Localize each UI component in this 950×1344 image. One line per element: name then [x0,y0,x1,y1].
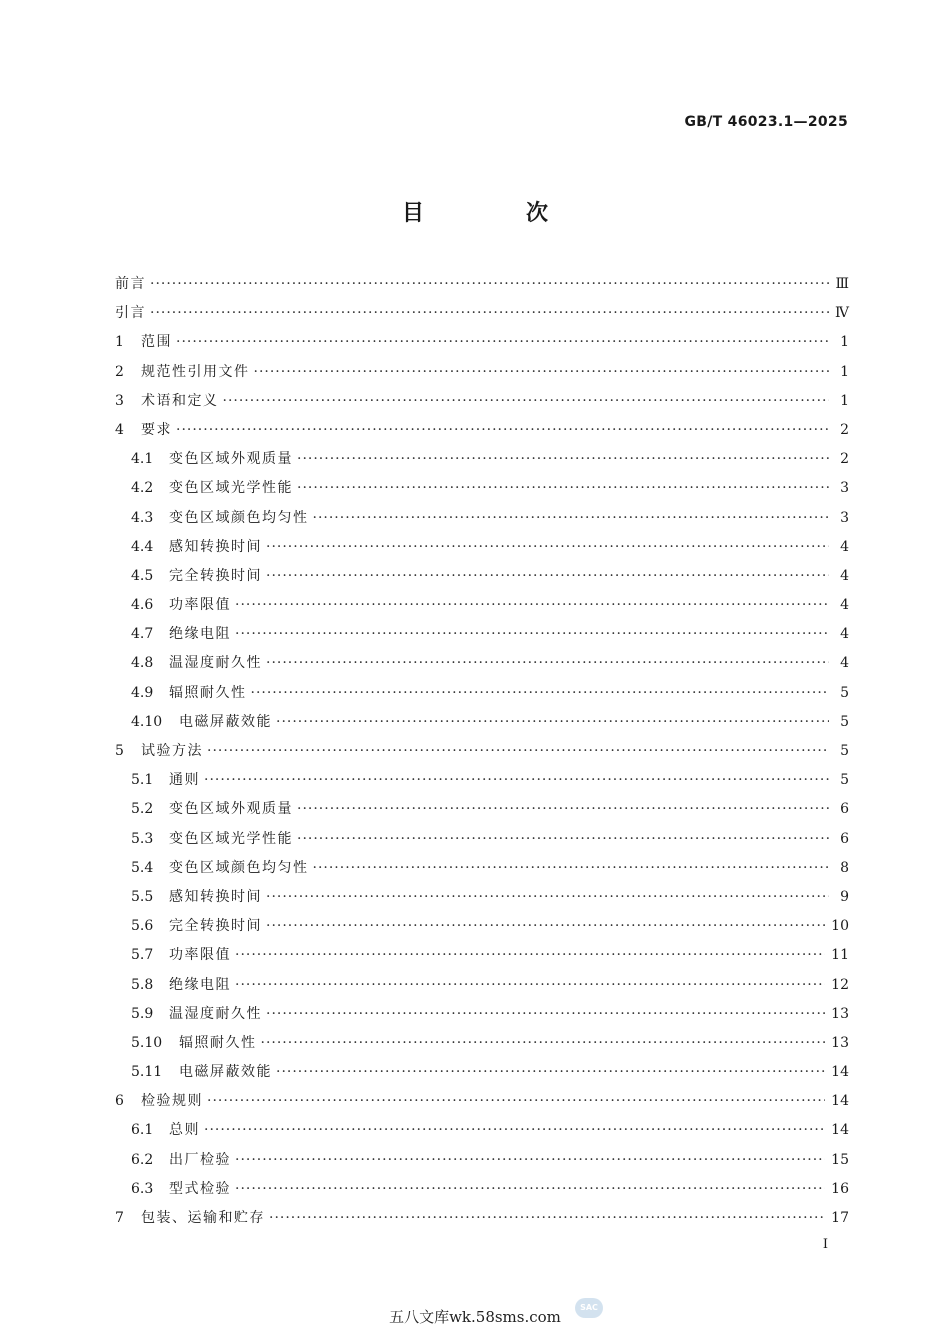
toc-entry-number: 6.2 [131,1151,154,1168]
toc-entry-label: 绝缘电阻 [169,976,231,993]
toc-entry-page: 1 [840,334,849,351]
toc-entry-page: 5 [840,713,849,730]
toc-entry-label: 温湿度耐久性 [169,1005,262,1022]
toc-leader-dots [235,1175,825,1204]
toc-entry[interactable] [115,416,849,445]
toc-entry-label: 型式检验 [169,1180,231,1197]
toc-entry-label: 功率限值 [169,947,231,964]
toc-entry[interactable] [115,504,849,533]
toc-entry[interactable] [115,533,849,562]
toc-entry[interactable] [115,971,849,1000]
toc-entry-label: 总则 [169,1122,200,1139]
toc-entry[interactable] [115,1175,849,1204]
toc-entry-label: 变色区域外观质量 [169,451,293,468]
toc-entry-label: 检验规则 [141,1093,203,1110]
toc-entry-number: 4 [115,421,124,438]
toc-entry-number: 5.8 [131,976,154,993]
toc-leader-dots [313,504,830,533]
toc-entry-number: 5.2 [131,801,154,818]
toc-entry-page: 13 [831,1034,849,1051]
toc-entry-label: 完全转换时间 [169,567,262,584]
toc-entry-number: 4.1 [131,451,154,468]
toc-entry[interactable] [115,270,849,299]
toc-entry-number: 6.3 [131,1180,154,1197]
toc-entry-page: 1 [840,392,849,409]
toc-entry-page: 15 [831,1151,849,1168]
toc-leader-dots [176,328,829,357]
toc-leader-dots [261,1029,826,1058]
toc-entry[interactable] [115,1204,849,1233]
toc-entry-page: 3 [840,480,849,497]
toc-entry-page: 2 [840,421,849,438]
toc-entry[interactable] [115,1116,849,1145]
toc-entry[interactable] [115,883,849,912]
toc-entry-label: 规范性引用文件 [141,363,250,380]
toc-entry-number: 3 [115,392,124,409]
toc-entry-page: Ⅳ [835,305,849,322]
toc-entry[interactable] [115,387,849,416]
toc-entry-label: 变色区域颜色均匀性 [169,859,309,876]
toc-leader-dots [266,649,829,678]
toc-leader-dots [276,708,829,737]
toc-entry[interactable] [115,854,849,883]
toc-leader-dots [266,533,829,562]
standard-code: GB/T 46023.1—2025 [684,114,848,130]
toc-leader-dots [150,299,829,328]
toc-entry[interactable] [115,795,849,824]
toc-entry-label: 辐照耐久性 [169,684,247,701]
footer-watermark: 五八文库wk.58sms.com [389,1308,561,1326]
toc-entry[interactable] [115,825,849,854]
toc-entry-label: 术语和定义 [141,392,219,409]
toc-entry-page: 13 [831,1005,849,1022]
toc-leader-dots [266,562,829,591]
toc-leader-dots [297,825,829,854]
toc-entry-page: 4 [840,655,849,672]
toc-entry[interactable] [115,941,849,970]
toc-entry-label: 感知转换时间 [169,538,262,555]
toc-leader-dots [251,679,830,708]
toc-entry-number: 7 [115,1210,124,1226]
toc-leader-dots [235,1146,825,1175]
toc-entry[interactable] [115,737,849,766]
toc-entry-page: 11 [831,947,849,964]
toc-leader-dots [276,1058,825,1087]
toc-entry[interactable] [115,649,849,678]
toc-entry-page: 17 [831,1210,849,1226]
toc-entry-label: 试验方法 [141,743,203,759]
toc-entry-number: 5.7 [131,947,154,964]
toc-entry-page: 1 [840,363,849,380]
toc-entry[interactable] [115,1146,849,1175]
toc-entry[interactable] [115,358,849,387]
toc-leader-dots [150,270,829,299]
toc-entry-label: 电磁屏蔽效能 [179,713,272,730]
toc-entry[interactable] [115,591,849,620]
toc-entry-number: 5.6 [131,918,154,935]
toc-leader-dots [235,591,829,620]
toc-entry-label: 包装、运输和贮存 [141,1210,265,1226]
toc-entry[interactable] [115,708,849,737]
toc-entry-label: 前言 [115,276,146,292]
toc-entry-label: 功率限值 [169,597,231,614]
toc-leader-dots [266,1000,825,1029]
toc-entry-page: 6 [840,801,849,818]
toc-entry-page: 5 [840,743,849,759]
toc-entry[interactable] [115,1087,849,1116]
toc-entry-number: 4.2 [131,480,154,497]
toc-entry-number: 4.6 [131,597,154,614]
toc-leader-dots [313,854,830,883]
toc-leader-dots [254,358,830,387]
toc-entry-page: 6 [840,830,849,847]
toc-leader-dots [297,795,829,824]
toc-entry-page: 9 [840,888,849,905]
toc-leader-dots [297,445,829,474]
toc-entry-page: 2 [840,451,849,468]
toc-entry-label: 完全转换时间 [169,918,262,935]
toc-entry-number: 4.8 [131,655,154,672]
toc-leader-dots [235,941,825,970]
toc-entry-page: 14 [831,1122,849,1139]
toc-entry-page: 10 [831,918,849,935]
toc-leader-dots [204,1116,825,1145]
toc-entry-page: 4 [840,626,849,643]
toc-leader-dots [266,883,829,912]
toc-entry-number: 5 [115,743,124,759]
page-title: 目 次 [401,201,588,226]
toc-leader-dots [207,737,829,766]
toc-entry-label: 变色区域光学性能 [169,830,293,847]
toc-entry-page: 16 [831,1180,849,1197]
toc-entry-label: 电磁屏蔽效能 [179,1064,272,1081]
toc-entry-label: 范围 [141,334,172,351]
toc-entry[interactable] [115,445,849,474]
toc-entry-label: 温湿度耐久性 [169,655,262,672]
page-number: I [822,1237,828,1252]
toc-entry-page: 8 [840,859,849,876]
toc-leader-dots [235,971,825,1000]
toc-entry-label: 变色区域颜色均匀性 [169,509,309,526]
toc-leader-dots [269,1204,825,1233]
toc-entry-number: 6 [115,1093,124,1110]
toc-entry-number: 4.7 [131,626,154,643]
toc-entry[interactable] [115,1058,849,1087]
toc-leader-dots [235,620,829,649]
toc-entry-page: 4 [840,597,849,614]
toc-leader-dots [223,387,830,416]
toc-entry[interactable] [115,620,849,649]
toc-entry-number: 5.1 [131,772,154,789]
toc-entry[interactable] [115,1029,849,1058]
toc-entry-label: 要求 [141,421,172,438]
toc-entry-label: 出厂检验 [169,1151,231,1168]
toc-entry-number: 5.10 [131,1034,163,1051]
toc-entry-number: 1 [115,334,124,351]
toc-entry-number: 4.3 [131,509,154,526]
toc-entry-label: 辐照耐久性 [179,1034,257,1051]
toc-entry-label: 变色区域外观质量 [169,801,293,818]
toc-entry-page: 14 [831,1093,849,1110]
toc-leader-dots [207,1087,825,1116]
toc-entry-page: 5 [840,684,849,701]
toc-entry-label: 通则 [169,772,200,789]
toc-entry-page: 12 [831,976,849,993]
toc-leader-dots [266,912,825,941]
toc-entry-number: 2 [115,363,124,380]
toc-entry[interactable] [115,474,849,503]
toc-entry-number: 5.4 [131,859,154,876]
toc-entry-number: 4.5 [131,567,154,584]
toc-entry-page: Ⅲ [835,276,849,292]
toc-entry[interactable] [115,562,849,591]
toc-entry[interactable] [115,328,849,357]
toc-entry-page: 5 [840,772,849,789]
table-of-contents [115,270,849,1233]
toc-entry[interactable] [115,912,849,941]
toc-entry-number: 5.5 [131,888,154,905]
toc-entry[interactable] [115,1000,849,1029]
toc-entry-number: 6.1 [131,1122,154,1139]
toc-entry-number: 4.9 [131,684,154,701]
toc-entry[interactable] [115,299,849,328]
toc-entry-page: 3 [840,509,849,526]
toc-entry-number: 4.4 [131,538,154,555]
toc-entry-label: 绝缘电阻 [169,626,231,643]
toc-entry[interactable] [115,766,849,795]
toc-entry-label: 引言 [115,305,146,322]
toc-leader-dots [204,766,829,795]
toc-entry-label: 感知转换时间 [169,888,262,905]
toc-leader-dots [297,474,829,503]
toc-entry-number: 5.9 [131,1005,154,1022]
toc-entry-number: 4.10 [131,713,163,730]
toc-entry-page: 4 [840,567,849,584]
toc-entry-page: 14 [831,1064,849,1081]
toc-entry-label: 变色区域光学性能 [169,480,293,497]
toc-leader-dots [176,416,829,445]
toc-entry-number: 5.11 [131,1064,163,1081]
toc-entry-number: 5.3 [131,830,154,847]
toc-entry[interactable] [115,679,849,708]
toc-entry-page: 4 [840,538,849,555]
sac-logo-icon: SAC [575,1298,603,1318]
